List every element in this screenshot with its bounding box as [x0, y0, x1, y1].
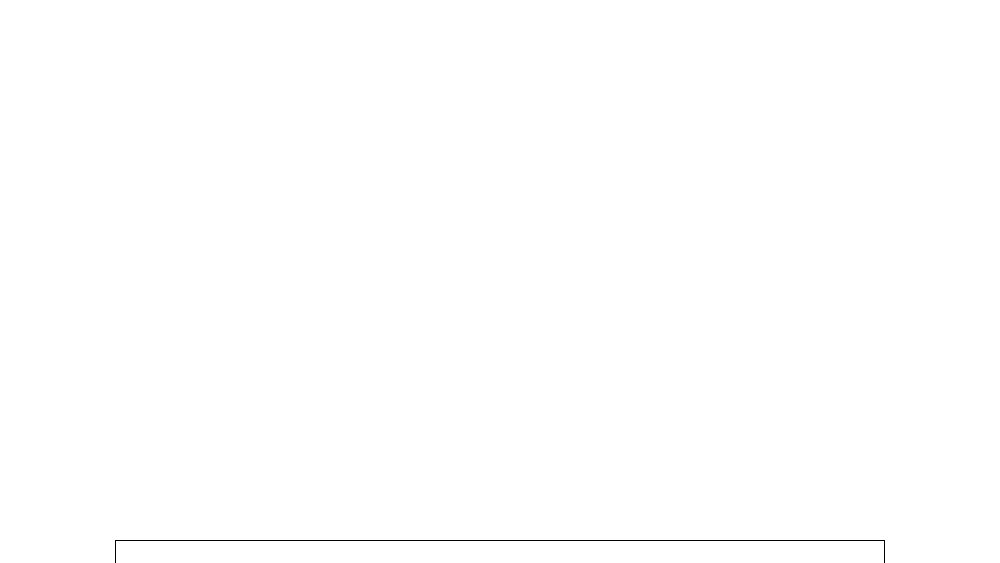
footnote	[115, 540, 885, 563]
rankings-document	[115, 0, 885, 563]
